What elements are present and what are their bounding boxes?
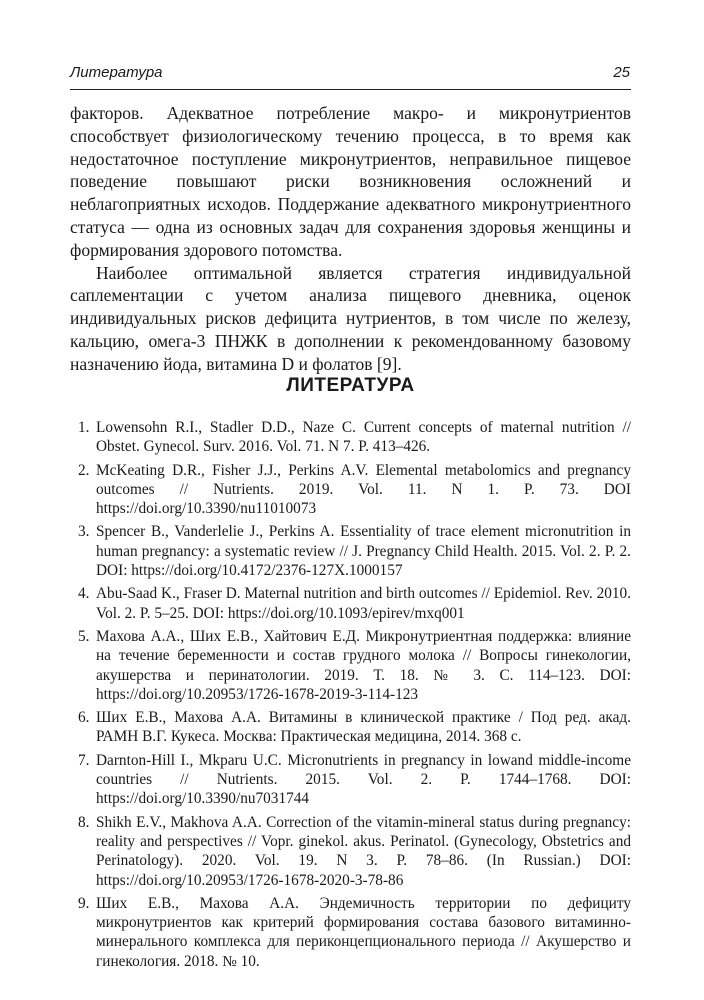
reference-list <box>70 418 631 975</box>
reference-number: 3. <box>78 523 90 541</box>
running-header <box>70 64 630 86</box>
reference-text: Ших Е.В., Махова А.А. Витамины в клинической практике / Под ред. акад. РАМН В.Г. Кукеса. Москва: Практическая медицина, 2014. 368 с. <box>96 709 631 746</box>
reference-text: Ших Е.В., Махова А.А. Эндемичность территории по дефициту микронутриентов как критерий формирования состава базового витаминно-минерального комплекса для периконцепционального периода // Акушерство и гинекология. 2018. № 10. <box>96 894 631 970</box>
reference-item <box>70 461 631 519</box>
reference-number: 7. <box>78 751 90 769</box>
reference-number: 9. <box>78 894 90 912</box>
reference-item <box>70 813 631 890</box>
page-number: 25 <box>613 64 630 81</box>
reference-item <box>70 522 631 580</box>
reference-item <box>70 627 631 704</box>
reference-number: 8. <box>78 813 90 831</box>
reference-text: Darnton-Hill I., Mkparu U.C. Micronutrients in pregnancy in lowand middle-income countries // Nutrients. 2015. Vol. 2. P. 1744–1768. DOI: https://doi.org/10.3390/nu7031744 <box>96 751 631 808</box>
references-heading: ЛИТЕРАТУРА <box>286 375 415 396</box>
reference-number: 1. <box>78 419 90 436</box>
reference-number: 6. <box>78 709 90 727</box>
reference-item <box>70 894 631 971</box>
paragraph-2: Наиболее оптимальной является стратегия индивидуальной саплементации с учетом анализа пищевого дневника, оценок индивидуальных рисков дефицита нутриентов, в том числе по железу, кальцию, омега-3 ПНЖК в дополнении к рекомендованному базовому назначению йода, витамина D и фолатов [9]. <box>70 262 631 374</box>
header-rule <box>70 89 631 90</box>
body-text <box>70 102 631 376</box>
paragraph-1: факторов. Адекватное потребление макро- и микронутриентов способствует физиологическому течению процесса, в то время как недостаточное поступление микронутриентов, неправильное пищевое поведение повышают риски возникновения осложнений и неблагоприятных исходов. Поддержание адекватного микронутриентного статуса — одна из основных задач для сохранения здоровья женщины и формирования здорового потомства. <box>70 103 631 260</box>
reference-text: Махова А.А., Ших Е.В., Хайтович Е.Д. Микронутриентная поддержка: влияние на течение беременности и состав грудного молока // Вопросы гинекологии, акушерства и перинатологии. 2019. Т. 18. № 3. С. 114–123. DOI: https://doi.org/10.20953/1726-1678-2019-3-114-123 <box>96 627 631 703</box>
running-header-title: Литература <box>70 64 163 81</box>
reference-text: Spencer B., Vanderlelie J., Perkins A. Essentiality of trace element micronutrition in human pregnancy: a systematic review // J. Pregnancy Child Health. 2015. Vol. 2. P. 2. DOI: https://doi.org/10.4172/2376-127X.1000157 <box>96 523 631 580</box>
reference-text: McKeating D.R., Fisher J.J., Perkins A.V. Elemental metabolomics and pregnancy outcomes // Nutrients. 2019. Vol. 11. N 1. P. 73. DOI https://doi.org/10.3390/nu11010073 <box>96 461 631 518</box>
reference-text: Abu-Saad K., Fraser D. Maternal nutrition and birth outcomes // Epidemiol. Rev. 2010. Vol. 2. P. 5–25. DOI: https://doi.org/10.1093/epirev/mxq001 <box>96 585 631 622</box>
reference-text: Shikh E.V., Makhova A.A. Correction of the vitamin-mineral status during pregnancy: reality and perspectives // Vopr. ginekol. akus. Perinatol. (Gynecology, Obstetrics and Perinatology). 2020. Vol. 19. N 3. P. 78–86. (In Russian.) DOI: https://doi.org/10.20953/1726-1678-2020-3-78-86 <box>96 813 631 889</box>
reference-number: 4. <box>78 585 90 603</box>
reference-item <box>70 751 631 809</box>
reference-text: Lowensohn R.I., Stadler D.D., Naze C. Current concepts of maternal nutrition // Obstet. Gynecol. Surv. 2016. Vol. 71. N 7. P. 413–426. <box>96 419 631 456</box>
reference-number: 2. <box>78 461 90 479</box>
reference-item <box>70 584 631 623</box>
reference-number: 5. <box>78 627 90 645</box>
reference-item <box>70 708 631 747</box>
reference-item <box>70 418 631 457</box>
